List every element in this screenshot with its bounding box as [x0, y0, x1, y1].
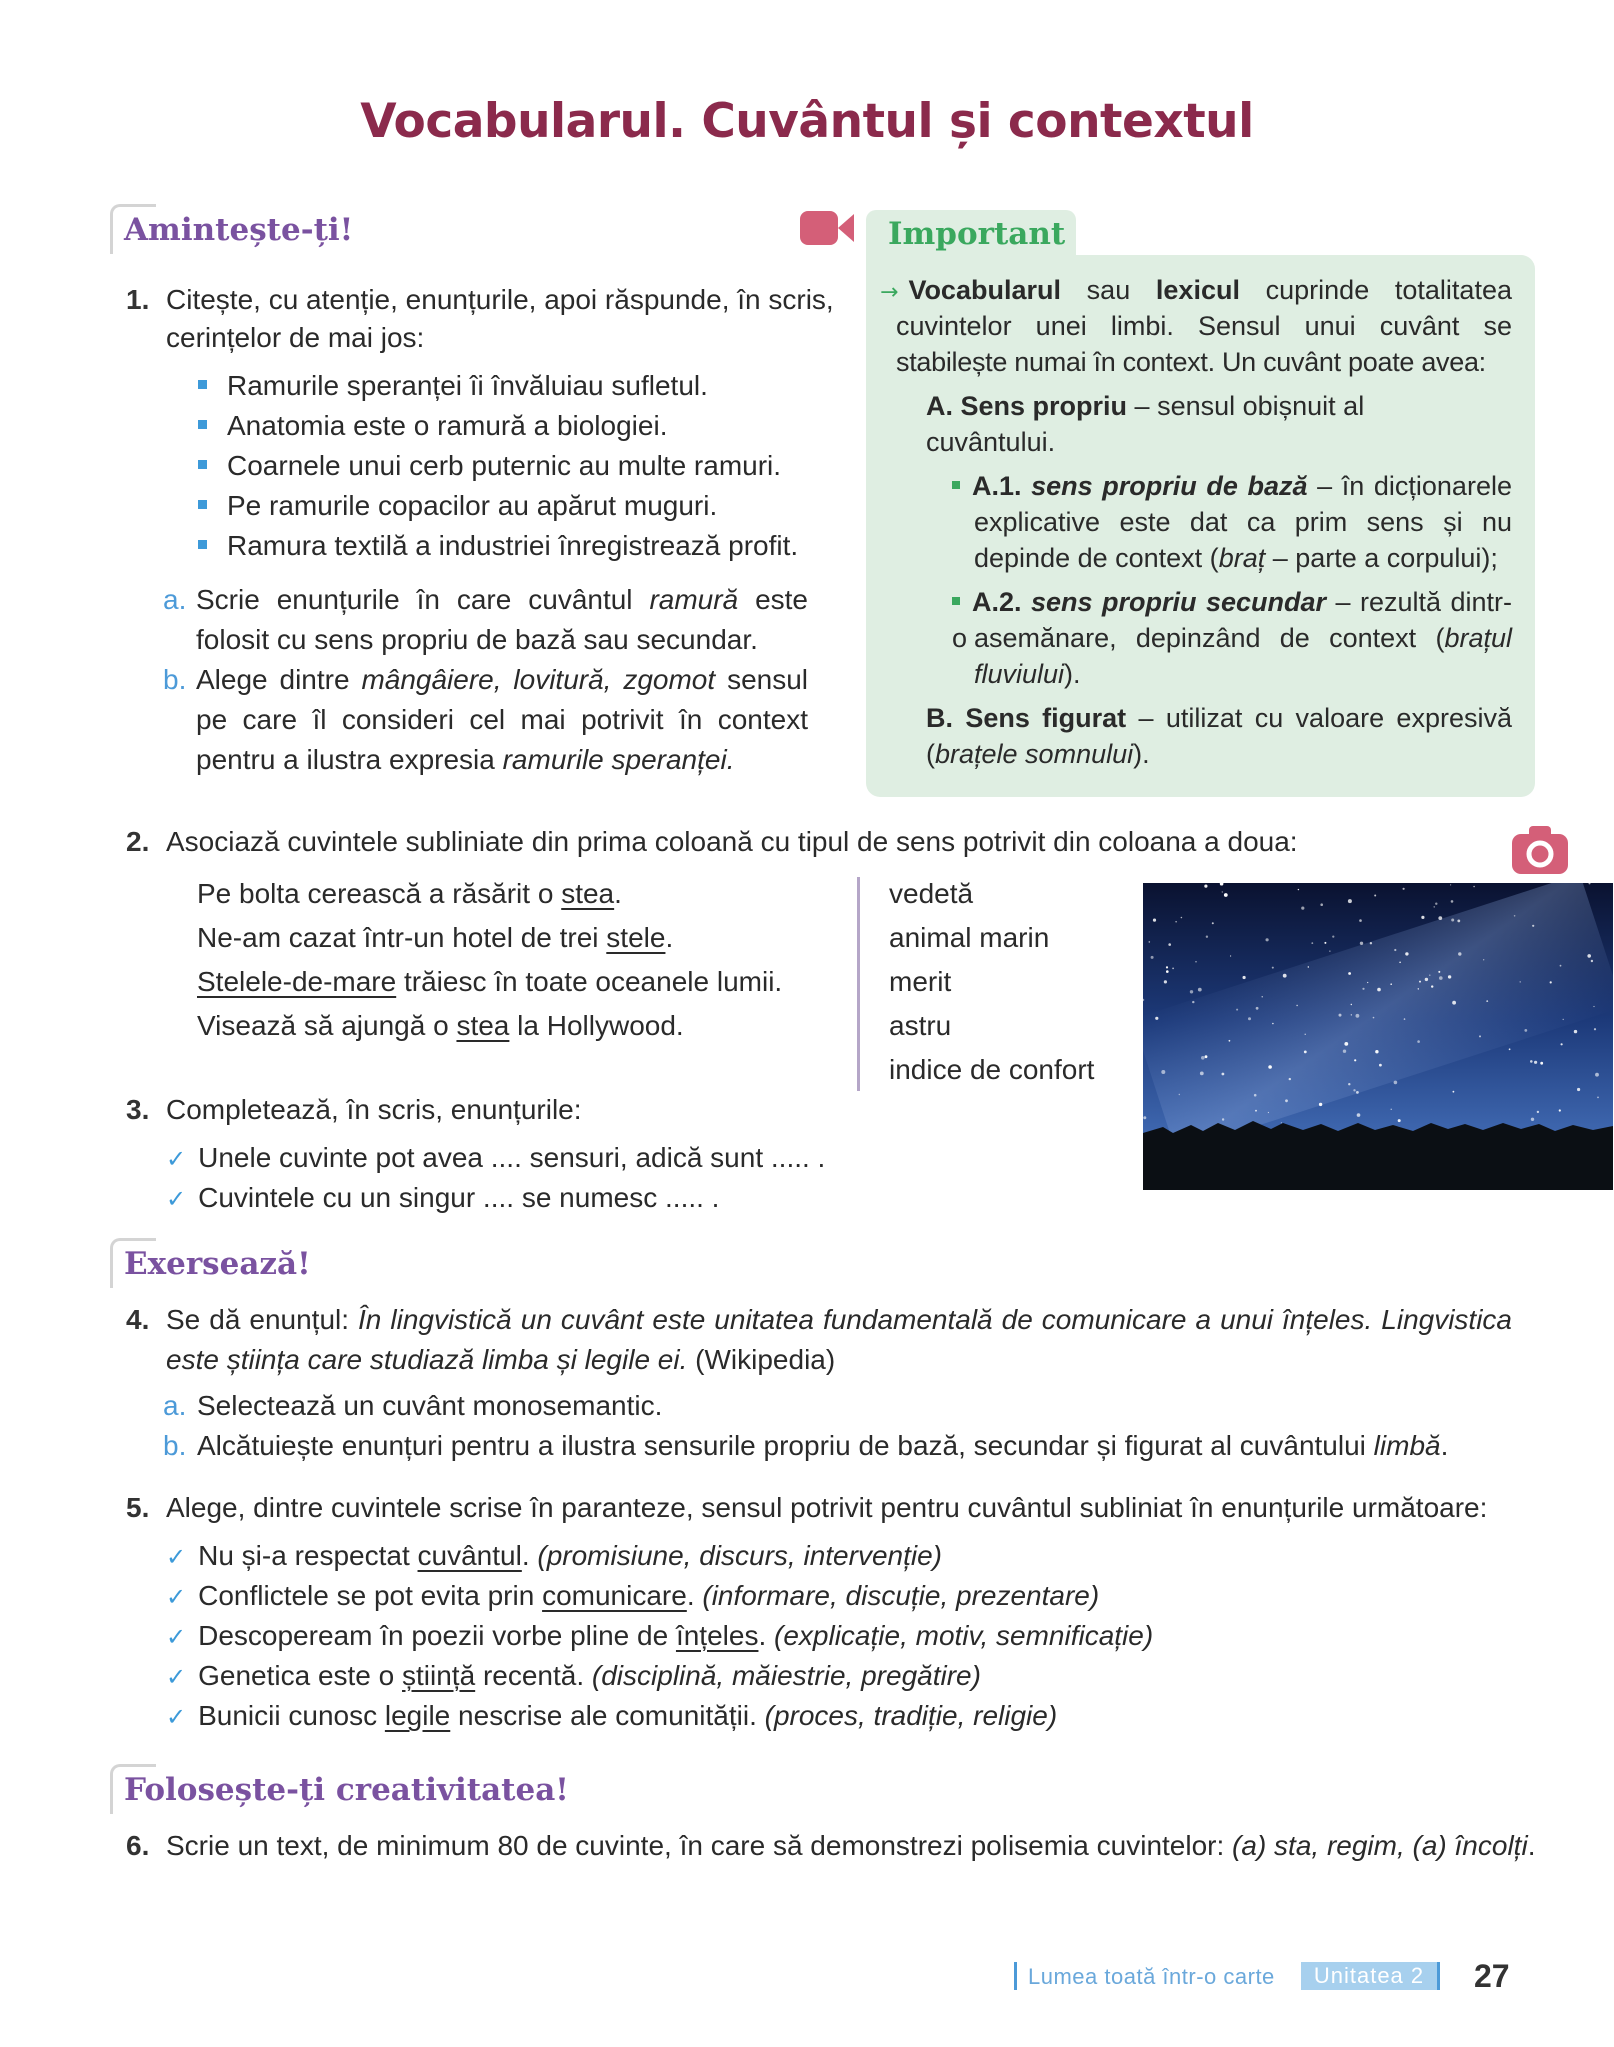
star: [1375, 1050, 1378, 1053]
sense-a1-line: depinde de context (braț – parte a corpului);: [974, 543, 1498, 573]
subitem-b-line: Alege dintre mângâiere, lovitură, zgomot sensul: [196, 664, 808, 695]
arrow-right-icon: →: [880, 280, 899, 305]
star: [1201, 1056, 1205, 1060]
photo-camera-icon: [1512, 826, 1568, 874]
page-number: 27: [1474, 1958, 1510, 1994]
checkmark-icon: ✓: [166, 1623, 187, 1651]
star: [1561, 1043, 1563, 1045]
star: [1537, 1111, 1539, 1113]
checkmark-icon: ✓: [166, 1185, 187, 1213]
star: [1362, 988, 1364, 990]
star: [1394, 1081, 1398, 1085]
list-item: Ne-am cazat într-un hotel de trei stele.: [197, 922, 674, 953]
section-corner-decoration: [110, 1764, 156, 1814]
star: [1289, 1078, 1291, 1080]
star: [1438, 916, 1442, 920]
section-corner-decoration: [110, 204, 156, 254]
exercise-2-instruction: Asociază cuvintele subliniate din prima coloană cu tipul de sens potrivit din coloana a doua:: [166, 826, 1298, 857]
star: [1403, 888, 1405, 890]
star: [1374, 895, 1376, 897]
list-item: [198, 526, 798, 566]
star: [1417, 1040, 1420, 1043]
star: [1483, 959, 1484, 960]
star: [1298, 889, 1299, 890]
list-item: ✓ Nu și-a respectat cuvântul. (promisiune, discurs, intervenție): [166, 1540, 942, 1571]
star: [1155, 1017, 1158, 1020]
star: [1301, 907, 1304, 910]
sense-a2-line: fluviului).: [974, 659, 1081, 689]
star: [1254, 1094, 1257, 1097]
subitem-label: a.: [163, 1390, 187, 1421]
star: [1161, 1070, 1165, 1074]
exercise-5-instruction: Alege, dintre cuvintele scrise în paranteze, sensul potrivit pentru cuvântul subliniat în enunțurile următoare:: [166, 1492, 1488, 1523]
section-heading-creativitate: [124, 1770, 569, 1810]
star: [1256, 1007, 1259, 1010]
star: [1431, 985, 1433, 987]
sense-a2-line: A.2. sens propriu secundar – rezultă dintr-o: [952, 587, 1512, 653]
star: [1357, 1113, 1361, 1117]
exercise-4-line: este știința care studiază limba și legile ei. (Wikipedia): [166, 1344, 836, 1375]
sense-a1-line: A.1. sens propriu de bază – în dicționarele: [952, 468, 1512, 504]
star: [1418, 988, 1419, 989]
exercise-6-text: Scrie un text, de minimum 80 de cuvinte, în care să demonstrezi polisemia cuvintelor: (a) sta, regim, (a) încolți.: [166, 1830, 1536, 1861]
sense-b-line: (brațele somnului).: [926, 739, 1150, 769]
subitem-a-line: Scrie enunțurile în care cuvântul ramură este: [196, 584, 809, 615]
star: [1206, 936, 1208, 938]
star: [1351, 1004, 1352, 1005]
star: [1353, 1089, 1355, 1091]
star: [1404, 1018, 1406, 1020]
star: [1268, 1065, 1272, 1069]
star: [1379, 1064, 1382, 1067]
star: [1266, 938, 1269, 941]
star: [1204, 885, 1207, 888]
star: [1200, 1072, 1204, 1076]
exercise-2-right-column: [889, 874, 1094, 1094]
star: [1222, 1118, 1224, 1120]
sense-a-line: A. Sens propriu – sensul obișnuit al: [926, 391, 1365, 421]
list-item: [198, 366, 798, 406]
star: [1281, 1122, 1282, 1123]
star: [1390, 983, 1392, 985]
list-item-text: Pe ramurile copacilor au apărut muguri.: [227, 490, 718, 521]
star: [1577, 1088, 1580, 1091]
list-item: ✓ Genetica este o știință recentă. (disciplină, măiestrie, pregătire): [166, 1660, 981, 1691]
exercise-2-left-column: [197, 874, 782, 1050]
star: [1348, 899, 1352, 903]
star: [1351, 1014, 1352, 1015]
star: [1531, 1118, 1534, 1121]
star: [1452, 1001, 1456, 1005]
star: [1391, 1109, 1392, 1110]
checkmark-icon: ✓: [166, 1543, 187, 1571]
star: [1212, 922, 1214, 924]
star: [1405, 952, 1408, 955]
exercise-1-line: cerințelor de mai jos:: [166, 322, 425, 353]
star: [1243, 976, 1246, 979]
star: [1164, 980, 1167, 983]
star: [1451, 900, 1454, 903]
star: [1394, 949, 1396, 951]
star: [1451, 919, 1454, 922]
star: [1230, 955, 1231, 956]
page-title: Vocabularul. Cuvântul și contextul: [360, 94, 1254, 149]
star: [1179, 1094, 1180, 1095]
star: [1255, 1110, 1257, 1112]
list-item-text: Ramura textilă a industriei înregistrează profit.: [227, 530, 799, 561]
star: [1419, 981, 1421, 983]
exercise-number: 1.: [126, 284, 150, 315]
star: [1425, 978, 1428, 981]
star: [1168, 943, 1171, 946]
star: [1399, 962, 1401, 964]
star: [1509, 1048, 1511, 1050]
star: [1153, 919, 1156, 922]
star: [1359, 919, 1362, 922]
star: [1593, 1006, 1594, 1007]
star: [1222, 891, 1223, 892]
important-line: → Vocabularul sau lexicul cuprinde totalitatea: [880, 275, 1512, 305]
subitem-label: b.: [163, 1430, 187, 1461]
star: [1190, 990, 1193, 993]
star: [1524, 1029, 1527, 1032]
important-line: stabilește numai în context. Un cuvânt poate avea:: [896, 347, 1486, 377]
star: [1285, 1099, 1288, 1102]
starry-night-photo: [1143, 883, 1613, 1190]
star: [1563, 1019, 1564, 1020]
star: [1486, 1000, 1488, 1002]
list-item: animal marin: [889, 922, 1050, 953]
list-item-text: Coarnele unui cerb puternic au multe ramuri.: [227, 450, 782, 481]
checkmark-icon: ✓: [166, 1703, 187, 1731]
subitem-b-line: pe care îl consideri cel mai potrivit în context: [196, 704, 808, 735]
section-heading-text: Folosește-ți creativitatea!: [124, 1772, 569, 1808]
star: [1450, 884, 1451, 885]
star: [1268, 1112, 1269, 1113]
star: [1560, 965, 1562, 967]
list-item: [198, 486, 798, 526]
star: [1421, 916, 1424, 919]
exercise-4-line: Se dă enunțul: În lingvistică un cuvânt este unitatea fundamentală de comunicare a unui înțeles. Lingvistica: [166, 1304, 1513, 1335]
sense-a-line: cuvântului.: [926, 427, 1056, 457]
exercise-number: 4.: [126, 1304, 150, 1335]
star: [1594, 1028, 1596, 1030]
section-heading-aminteste: [124, 210, 353, 250]
square-bullet-icon: [198, 380, 207, 389]
list-item: indice de confort: [889, 1054, 1095, 1085]
star: [1532, 925, 1534, 927]
list-item: Pe bolta cerească a răsărit o stea.: [197, 878, 622, 909]
star: [1448, 975, 1451, 978]
star: [1181, 917, 1183, 919]
star: [1514, 915, 1516, 917]
star: [1344, 1042, 1348, 1046]
square-bullet-icon: [198, 500, 207, 509]
sense-a2-line: asemănare, depinzând de context (brațul: [974, 623, 1512, 653]
star: [1339, 1014, 1342, 1017]
star: [1439, 976, 1443, 980]
star: [1377, 988, 1381, 992]
star: [1329, 951, 1330, 952]
list-item: astru: [889, 1010, 952, 1041]
square-bullet-icon: [952, 481, 960, 489]
exercise-3-instruction: Completează, în scris, enunțurile:: [166, 1094, 582, 1125]
star: [1373, 1017, 1375, 1019]
list-item: Visează să ajungă o stea la Hollywood.: [197, 1010, 684, 1041]
star: [1192, 1001, 1194, 1003]
star: [1356, 1014, 1360, 1018]
subitem-a-line: folosit cu sens propriu de bază sau secundar.: [196, 624, 758, 655]
list-item: ✓ Descopeream în poezii vorbe pline de înțeles. (explicație, motiv, semnificație): [166, 1620, 1154, 1651]
star: [1149, 941, 1151, 943]
star: [1195, 961, 1196, 962]
star: [1304, 1051, 1307, 1054]
star: [1429, 975, 1430, 976]
important-title: Important: [888, 216, 1066, 252]
star: [1597, 1097, 1599, 1099]
star: [1458, 952, 1461, 955]
exercise-4-a: Selectează un cuvânt monosemantic.: [197, 1390, 663, 1421]
list-item: ✓ Cuvintele cu un singur .... se numesc ..... .: [166, 1182, 720, 1213]
list-item: ✓ Unele cuvinte pot avea .... sensuri, adică sunt ..... .: [166, 1142, 826, 1173]
star: [1296, 1005, 1297, 1006]
star: [1311, 942, 1313, 944]
star: [1319, 1103, 1322, 1106]
subitem-label: b.: [163, 664, 187, 695]
list-item: vedetă: [889, 878, 974, 909]
square-bullet-icon: [198, 460, 207, 469]
star: [1175, 921, 1176, 922]
star: [1457, 920, 1460, 923]
list-item: merit: [889, 966, 952, 997]
square-bullet-icon: [198, 540, 207, 549]
star: [1236, 1009, 1238, 1011]
star: [1587, 954, 1591, 958]
exercise-3-items: [166, 1138, 825, 1218]
section-corner-decoration: [110, 1238, 156, 1288]
star: [1229, 1040, 1231, 1042]
star: [1262, 996, 1263, 997]
exercise-1-line: Citește, cu atenție, enunțurile, apoi răspunde, în scris,: [166, 284, 834, 315]
star: [1343, 1050, 1346, 1053]
star: [1559, 1109, 1561, 1111]
square-bullet-icon: [952, 597, 960, 605]
bullet-list: [198, 366, 798, 566]
star: [1591, 960, 1593, 962]
square-bullet-icon: [198, 420, 207, 429]
sense-a1-line: explicative este dat ca prim sens și nu: [974, 507, 1512, 537]
exercise-number: 6.: [126, 1830, 150, 1861]
star: [1151, 956, 1154, 959]
star: [1574, 1030, 1577, 1033]
star: [1224, 893, 1228, 897]
star: [1356, 1091, 1359, 1094]
star: [1530, 1060, 1533, 1063]
footer-unit-badge: Unitatea 2: [1301, 1962, 1437, 1990]
star: [1272, 967, 1274, 969]
star: [1435, 903, 1437, 905]
section-heading-text: Exersează!: [124, 1246, 311, 1282]
star: [1520, 981, 1521, 982]
checkmark-icon: ✓: [166, 1583, 187, 1611]
star: [1222, 1073, 1225, 1076]
list-item: ✓ Bunicii cunosc legile nescrise ale comunității. (proces, tradiție, religie): [166, 1700, 1058, 1731]
star: [1205, 1055, 1208, 1058]
star: [1320, 903, 1323, 906]
star: [1434, 906, 1435, 907]
exercise-number: 2.: [126, 826, 150, 857]
exercise-number: 3.: [126, 1094, 150, 1125]
star: [1348, 972, 1351, 975]
list-item: [198, 446, 798, 486]
list-item: ✓ Conflictele se pot evita prin comunicare. (informare, discuție, prezentare): [166, 1580, 1100, 1611]
star: [1283, 974, 1287, 978]
star: [1370, 942, 1372, 944]
footer-divider: [1014, 1962, 1017, 1990]
important-line: cuvintelor unei limbi. Sensul unui cuvânt se: [896, 311, 1512, 341]
footer-book-title: Lumea toată într-o carte: [1028, 1964, 1275, 1989]
star: [1305, 1034, 1306, 1035]
section-heading-exerseaza: [124, 1244, 311, 1284]
column-divider: [857, 877, 860, 1091]
star: [1166, 966, 1168, 968]
star: [1438, 971, 1440, 973]
star: [1172, 968, 1174, 970]
list-item-text: Anatomia este o ramură a biologiei.: [227, 410, 668, 441]
exercise-4-b: Alcătuiește enunțuri pentru a ilustra sensurile propriu de bază, secundar și figurat al cuvântului limbă.: [197, 1430, 1449, 1461]
star: [1166, 970, 1169, 973]
list-item: Stelele-de-mare trăiesc în toate oceanele lumii.: [197, 966, 783, 997]
exercise-number: 5.: [126, 1492, 150, 1523]
star: [1348, 1083, 1350, 1085]
star: [1479, 1035, 1481, 1037]
star: [1398, 1119, 1401, 1122]
checkmark-icon: ✓: [166, 1145, 187, 1173]
list-item: [198, 406, 798, 446]
footer-divider: [1437, 1962, 1440, 1990]
star: [1332, 936, 1334, 938]
star: [1595, 1073, 1599, 1077]
star: [1473, 886, 1475, 888]
star: [1534, 1061, 1537, 1064]
video-camera-icon: [800, 208, 854, 248]
subitem-label: a.: [163, 584, 187, 615]
checkmark-icon: ✓: [166, 1663, 187, 1691]
star: [1143, 1116, 1146, 1119]
list-item-text: Ramurile speranței îi învăluiau sufletul.: [227, 370, 708, 401]
star: [1360, 942, 1363, 945]
star: [1198, 988, 1202, 992]
subitem-b-line: pentru a ilustra expresia ramurile speranței.: [196, 744, 735, 775]
star: [1367, 982, 1368, 983]
section-heading-text: Amintește-ți!: [124, 212, 354, 248]
star: [1354, 1059, 1356, 1061]
star: [1453, 1091, 1455, 1093]
star: [1540, 1062, 1543, 1065]
sense-b-line: B. Sens figurat – utilizat cu valoare expresivă: [926, 703, 1512, 733]
star: [1272, 1023, 1274, 1025]
star: [1308, 966, 1309, 967]
star: [1248, 1017, 1251, 1020]
star: [1550, 981, 1552, 983]
exercise-5-items: [166, 1536, 1153, 1736]
star: [1324, 942, 1326, 944]
